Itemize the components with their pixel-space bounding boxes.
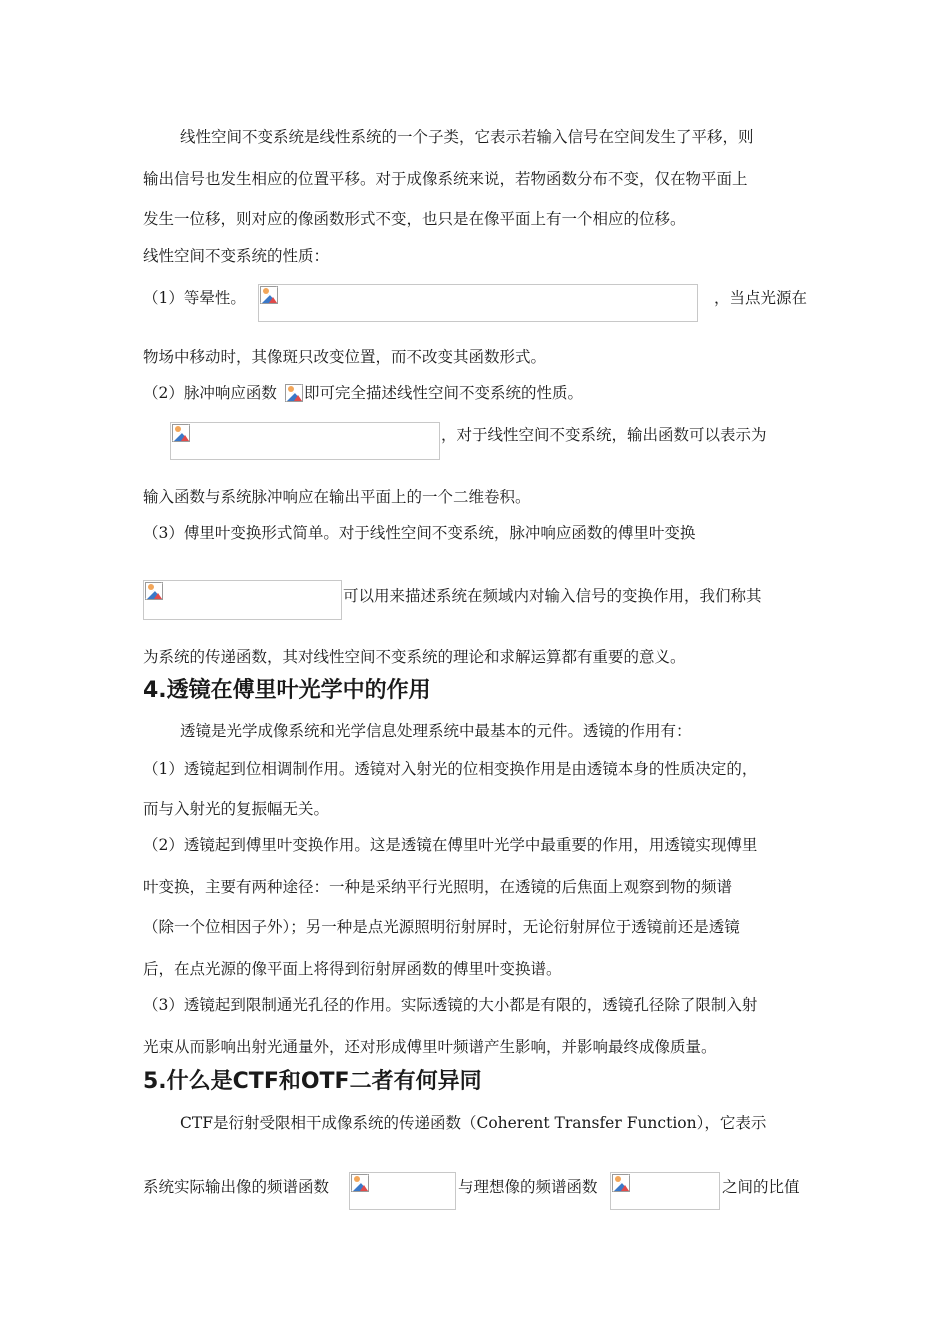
broken-image-icon <box>260 286 278 304</box>
text-line: 发生一位移，则对应的像函数形式不变，也只是在像平面上有一个相应的位移。 <box>143 210 686 228</box>
formula-image-placeholder <box>170 422 440 460</box>
text-line: （2）脉冲响应函数 <box>143 384 277 402</box>
broken-image-icon <box>351 1174 369 1192</box>
formula-image-placeholder <box>143 580 342 620</box>
text-line: 可以用来描述系统在频域内对输入信号的变换作用，我们称其 <box>343 587 762 605</box>
text-line: 线性空间不变系统是线性系统的一个子类，它表示若输入信号在空间发生了平移，则 <box>180 128 754 146</box>
formula-image-placeholder <box>349 1172 456 1210</box>
formula-image-placeholder <box>258 284 698 322</box>
text-line: CTF是衍射受限相干成像系统的传递函数（Coherent Transfer Function），它表示 <box>180 1114 767 1132</box>
text-line: （3）透镜起到限制通光孔径的作用。实际透镜的大小都是有限的，透镜孔径除了限制入射 <box>143 996 758 1014</box>
text-line: 后，在点光源的像平面上将得到衍射屏函数的傅里叶变换谱。 <box>143 960 562 978</box>
text-line: （1）透镜起到位相调制作用。透镜对入射光的位相变换作用是由透镜本身的性质决定的， <box>143 760 758 778</box>
text-line: （2）透镜起到傅里叶变换作用。这是透镜在傅里叶光学中最重要的作用，用透镜实现傅里 <box>143 836 758 854</box>
text-line: 为系统的传递函数，其对线性空间不变系统的理论和求解运算都有重要的意义。 <box>143 648 686 666</box>
text-line: 而与入射光的复振幅无关。 <box>143 800 330 818</box>
broken-image-icon <box>285 384 303 402</box>
text-line: 系统实际输出像的频谱函数 <box>143 1178 330 1196</box>
section-heading: 4.透镜在傅里叶光学中的作用 <box>143 678 431 703</box>
section-heading: 5.什么是CTF和OTF二者有何异同 <box>143 1069 482 1094</box>
broken-image-icon <box>172 424 190 442</box>
broken-image-icon <box>612 1174 630 1192</box>
text-line: （除一个位相因子外）；另一种是点光源照明衍射屏时，无论衍射屏位于透镜前还是透镜 <box>143 918 740 936</box>
text-line: 叶变换，主要有两种途径：一种是采纳平行光照明，在透镜的后焦面上观察到物的频谱 <box>143 878 733 896</box>
text-line: ，对于线性空间不变系统，输出函数可以表示为 <box>441 426 767 444</box>
text-line: （1）等晕性。 <box>143 289 246 307</box>
text-line: 光束从而影响出射光通量外，还对形成傅里叶频谱产生影响，并影响最终成像质量。 <box>143 1038 717 1056</box>
text-line: 线性空间不变系统的性质： <box>143 247 330 265</box>
text-line: 物场中移动时，其像斑只改变位置，而不改变其函数形式。 <box>143 348 547 366</box>
text-line: 输出信号也发生相应的位置平移。对于成像系统来说，若物函数分布不变，仅在物平面上 <box>143 170 748 188</box>
text-line: 即可完全描述线性空间不变系统的性质。 <box>304 384 584 402</box>
text-line: 透镜是光学成像系统和光学信息处理系统中最基本的元件。透镜的作用有： <box>180 722 692 740</box>
text-line: 与理想像的频谱函数 <box>458 1178 598 1196</box>
broken-image-icon <box>145 582 163 600</box>
text-line: 之间的比值 <box>722 1178 800 1196</box>
formula-image-placeholder <box>610 1172 720 1210</box>
text-line: ，当点光源在 <box>714 289 808 307</box>
text-line: 输入函数与系统脉冲响应在输出平面上的一个二维卷积。 <box>143 488 531 506</box>
text-line: （3）傅里叶变换形式简单。对于线性空间不变系统，脉冲响应函数的傅里叶变换 <box>143 524 696 542</box>
